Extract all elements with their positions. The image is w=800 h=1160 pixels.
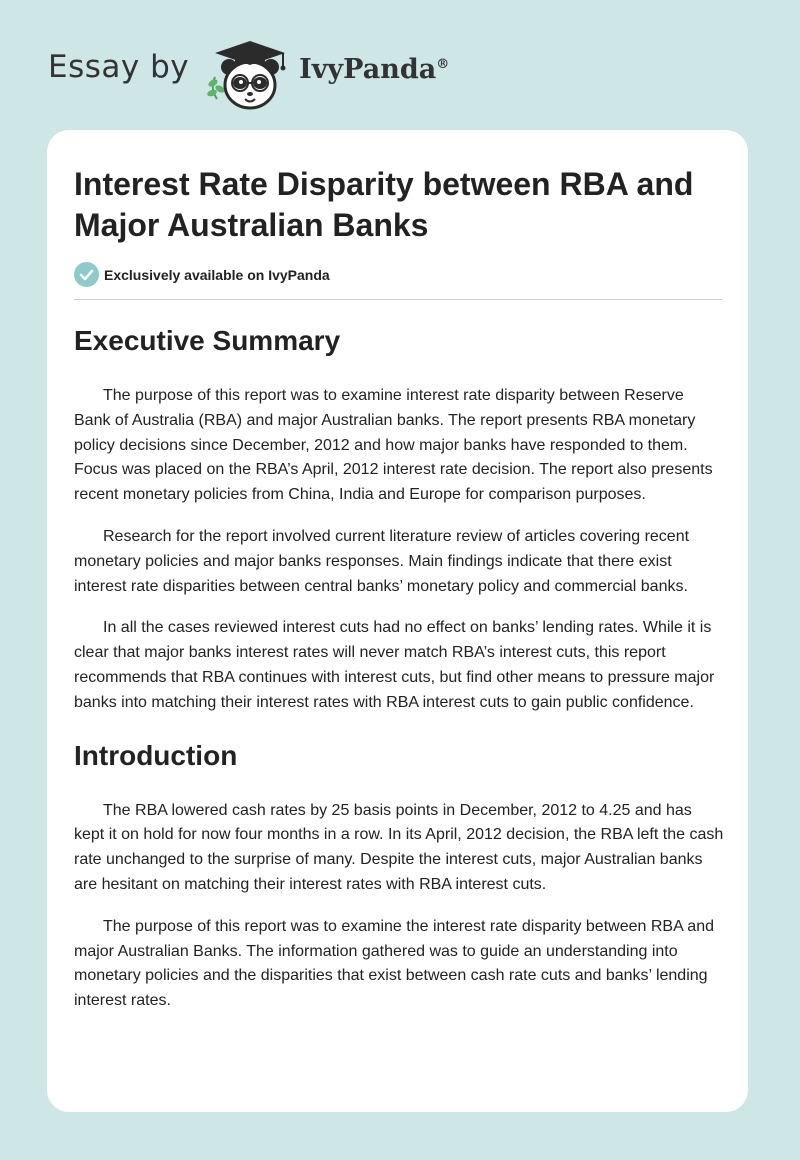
article-title: Interest Rate Disparity between RBA and Major Australian Banks (74, 166, 694, 243)
registered-mark: ® (436, 56, 450, 72)
article-card (47, 130, 748, 1112)
introduction-paragraph: The purpose of this report was to examine the interest rate disparity between RBA and major Australian Banks. The information gathered was to guide an understanding into monetary policies and the disparities that exist between cash rate cuts and banks’ lending interest rates. (74, 917, 714, 1010)
summary-paragraph: Research for the report involved current literature review of articles covering recent monetary policies and major banks responses. Main findings indicate that there exist interest rate disparities between central banks’ monetary policy and commercial banks. (74, 527, 690, 595)
section-heading-executive-summary: Executive Summary (74, 325, 341, 356)
panda-graduate-icon (205, 33, 297, 113)
brand-prefix: Essay by (48, 49, 190, 85)
exclusive-text: Exclusively available on IvyPanda (104, 266, 330, 283)
summary-paragraph: The purpose of this report was to examine interest rate disparity between Reserve Bank of Australia (RBA) and major Australian banks. The report presents RBA monetary policy decisions since December, 2012 and how major banks have responded to them. Focus was placed on the RBA’s April, 2012 interest rate decision. The report also presents recent monetary policies from China, India and Europe for comparison purposes. (74, 387, 713, 504)
exclusive-badge (74, 262, 724, 287)
section-heading-introduction: Introduction (74, 739, 238, 771)
title-divider (74, 299, 722, 300)
site-brand[interactable] (48, 28, 449, 118)
check-circle-icon (74, 262, 99, 287)
article-content (74, 130, 724, 1014)
brand-name: IvyPanda® (299, 53, 450, 85)
summary-paragraph: In all the cases reviewed interest cuts had no effect on banks’ lending rates. While it is clear that major banks interest rates will never match RBA’s interest cuts, this report recommends that RBA continues with interest cuts, but find other means to pressure major banks into matching their interest rates with RBA interest cuts to gain public confidence. (74, 619, 715, 711)
introduction-paragraph: The RBA lowered cash rates by 25 basis points in December, 2012 to 4.25 and has kept it on hold for now four months in a row. In its April, 2012 decision, the RBA left the cash rate unchanged to the surprise of many. Despite the interest cuts, major Australian banks are hesitant on matching their interest rates with RBA interest cuts. (74, 801, 724, 893)
